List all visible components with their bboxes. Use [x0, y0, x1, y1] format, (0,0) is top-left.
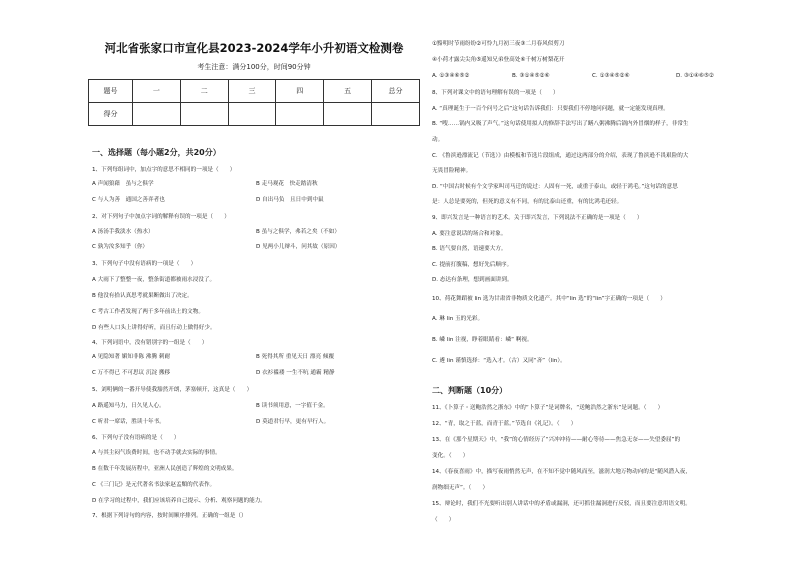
question-4: 4、下列词语中，没有错别字的一组是（ ） — [92, 340, 208, 346]
option-10a: A. 琳 lin 玉的光彩。 — [432, 316, 484, 322]
score-cell: 四 — [276, 80, 324, 103]
option-6c: C 《三门记》是元代著名书法家赵孟頫的代表作。 — [92, 482, 216, 488]
option-3d: D 有些人口头上讲得好听，而且行动上做得好少。 — [92, 325, 216, 331]
score-table-score-row — [89, 103, 420, 126]
score-table-header-row — [89, 80, 420, 103]
option-3a: A 大雨下了整整一夜，整条街道都被雨水浸没了。 — [92, 277, 216, 283]
option-4d: D 衣衫褴褛 一生不吭 通霸 精静 — [256, 370, 335, 376]
question-11: 11、《卜算子・送鲍浩然之浙东》中的“卜算子”是词牌名，“送鲍浩然之浙东”是词题。（ ） — [432, 405, 664, 411]
option-9c: C. 提前打腹稿，想好先后顺序。 — [432, 262, 513, 268]
score-input-cell[interactable] — [324, 103, 372, 126]
option-8d-line2: 是：人总是要死的，但死的意义有不同，有的比泰山还重，有的比鸿毛还轻。 — [432, 199, 623, 205]
question-2: 2、对下列句子中加点字词的解释有误的一项是（ ） — [92, 214, 230, 220]
option-7d: D. ③①④⑥⑤② — [676, 73, 714, 79]
q7-poem-line-2: ④小荷才露尖尖角⑤遥知兄弟登高处⑥千树万树梨花开 — [432, 57, 565, 63]
section2-heading: 二、判断题（10分） — [432, 386, 508, 395]
option-8c-line2: 无畏冒险精神。 — [432, 168, 472, 174]
question-14-line2: 润物细无声”。（ ） — [432, 485, 489, 491]
exam-title: 河北省张家口市宣化县2023-2024学年小升初语文检测卷 — [104, 41, 404, 55]
option-7a: A. ①③④⑥⑤② — [432, 73, 470, 79]
score-cell: 题号 — [89, 80, 133, 103]
option-8c-line1: C. 《鲁滨逊漂流记（节选）》由模板和节选片段组成，通过这两部分的介绍，表现了鲁滨逊不畏艰险的大 — [432, 153, 689, 159]
option-5d: D 莫道君行早，更有早行人。 — [256, 419, 330, 425]
option-8d-line1: D. “中国古时候有个文学家叫司马迁的说过：人固有一死，或重于泰山，或轻于鸿毛。”这句话的意思 — [432, 184, 678, 190]
question-15-line1: 15、辩论时，我们不光要听出别人讲话中的矛盾或漏洞，还可抓住漏洞进行反驳，而且要注意用语文明。 — [432, 501, 691, 507]
option-2b: B 虽与之俱学，弗若之矣（不如） — [256, 229, 340, 235]
option-2c: C 孰为汝多知乎（你） — [92, 244, 149, 250]
score-cell: 二 — [180, 80, 228, 103]
option-4a: A 见隐知著 媚知非陈 沸腾 刺耐 — [92, 354, 171, 360]
option-10c: C. 遴 lin 谨慎选择：“选入才。（古）又同“吝”（lin）。 — [432, 358, 566, 364]
score-cell: 一 — [133, 80, 181, 103]
question-13-line1: 13、在《那个星期天》中，“我”的心情经历了“兴冲冲待——耐心等待——焦急无奈——失望委屈”的 — [432, 437, 681, 443]
option-9b: B. 语气要自然，语速要大方。 — [432, 246, 507, 252]
option-3b: B 他没有拾认真思考就果断做出了决定。 — [92, 293, 193, 299]
question-6: 6、下列句子没有语病的是（ ） — [92, 435, 180, 441]
exam-notice: 考生注意：满分100分，时间90分钟 — [197, 63, 311, 71]
option-6b: B 在数千年发展历程中，亚洲人民创造了辉煌的文明成果。 — [92, 466, 238, 472]
score-input-cell[interactable] — [228, 103, 276, 126]
option-8b-line1: B. “嗖……锅内又吸了声气。”这句话使用拟人的修辞手法写出了鳝八粥沸腾后锅内外冒烟的样子，非常生 — [432, 121, 689, 127]
option-10b: B. 嶙 lin 注视，睁着眼睛看：嶙“ 啊视。 — [432, 337, 533, 343]
option-4b: B 死得其所 重见天日 漂亮 倾覆 — [256, 354, 335, 360]
question-15-line2: （ ） — [432, 517, 455, 523]
option-4c: C 万不得已 不可思议 沉淀 搬移 — [92, 370, 171, 376]
score-cell: 总分 — [372, 80, 420, 103]
question-1: 1、下列每组词中，加点字的意思不相同的一项是（ ） — [92, 167, 236, 173]
score-input-cell[interactable] — [133, 103, 181, 126]
score-input-cell[interactable] — [180, 103, 228, 126]
question-8: 8、下列对课文中的语句理解有误的一项是（ ） — [432, 90, 559, 96]
question-13-line2: 变化。（ ） — [432, 453, 469, 459]
option-7c: C. ①③④⑤②⑥ — [592, 73, 630, 79]
question-12: 12、“青，取之于蓝，而青于蓝。”节选自《礼记》。（ ） — [432, 421, 577, 427]
score-cell: 得分 — [89, 103, 133, 126]
question-7: 7、根据下列诗句的内容，按时间顺序排列。正确的一组是（） — [92, 513, 247, 519]
option-8a: A. “真理诞生于一百个问号之后”这句话告诉我们：只要我们不停地问问题，就一定能发现真理。 — [432, 106, 669, 112]
question-10: 10、荷花舞蹈被 lin 选为甘肃省非物质文化遗产。其中“lin 选”的“lin”字正确的一项是（ ） — [432, 296, 666, 302]
option-9a: A. 要注意说话的场合和对象。 — [432, 231, 507, 237]
option-5a: A 路遥知马力，日久见人心。 — [92, 403, 165, 409]
option-3c: C 考古工作者发现了两千多年前出土的文物。 — [92, 309, 204, 315]
question-3: 3、下列句子中没有语病的一项是（ ） — [92, 261, 197, 267]
option-7b: B. ③①④⑤②⑥ — [512, 73, 550, 79]
option-5c: C 听君一席话，胜读十年书。 — [92, 419, 165, 425]
option-8b-line2: 动。 — [432, 137, 444, 143]
question-14-line1: 14、《春夜喜雨》中，描写夜雨悄然无声，在不知不觉中随风而至，滋润大地万物动向的是“随风潜入夜， — [432, 469, 691, 475]
option-1d: D 自出马负 且日中到中鼠 — [256, 197, 324, 203]
option-9d: D. 态达有条理，想到画面讲到。 — [432, 277, 513, 283]
score-cell: 三 — [228, 80, 276, 103]
section1-heading: 一、选择题（每小题2分，共20分） — [92, 148, 221, 157]
option-1c: C 与人为善 通国之善弈者也 — [92, 197, 165, 203]
option-2a: A 汤汤手我淡水（热水） — [92, 229, 154, 235]
option-5b: B 读书须用意，一字值千金。 — [256, 403, 329, 409]
score-input-cell[interactable] — [276, 103, 324, 126]
question-5: 5、刘明俩的一番开导使我豁然开朗，茅塞顿开，这真是（ ） — [92, 387, 253, 393]
question-9: 9、即兴发言是一种语言的艺术。关于即兴发言，下列说法不正确的是一项是（ ） — [432, 215, 643, 221]
score-cell: 五 — [324, 80, 372, 103]
score-table — [88, 79, 420, 126]
q7-poem-line-1: ①黯明时节雨纷纷②可怜九月初三夜③二月春风似剪刀 — [432, 41, 565, 47]
score-input-cell[interactable] — [372, 103, 420, 126]
option-1b: B 走马观花 快走踏清秋 — [256, 181, 318, 187]
option-6a: A 与其主闷气诶费时间，也不动手就去实际的事情。 — [92, 450, 221, 456]
option-6d: D 在学习的过程中，我们应该培养自己提示、分析、观察问题的能力。 — [92, 498, 266, 504]
option-1a: A 声闻狼藉 虽与之俱学 — [92, 181, 154, 187]
option-2d: D 见两小儿辩斗，问其故（原因） — [256, 244, 341, 250]
